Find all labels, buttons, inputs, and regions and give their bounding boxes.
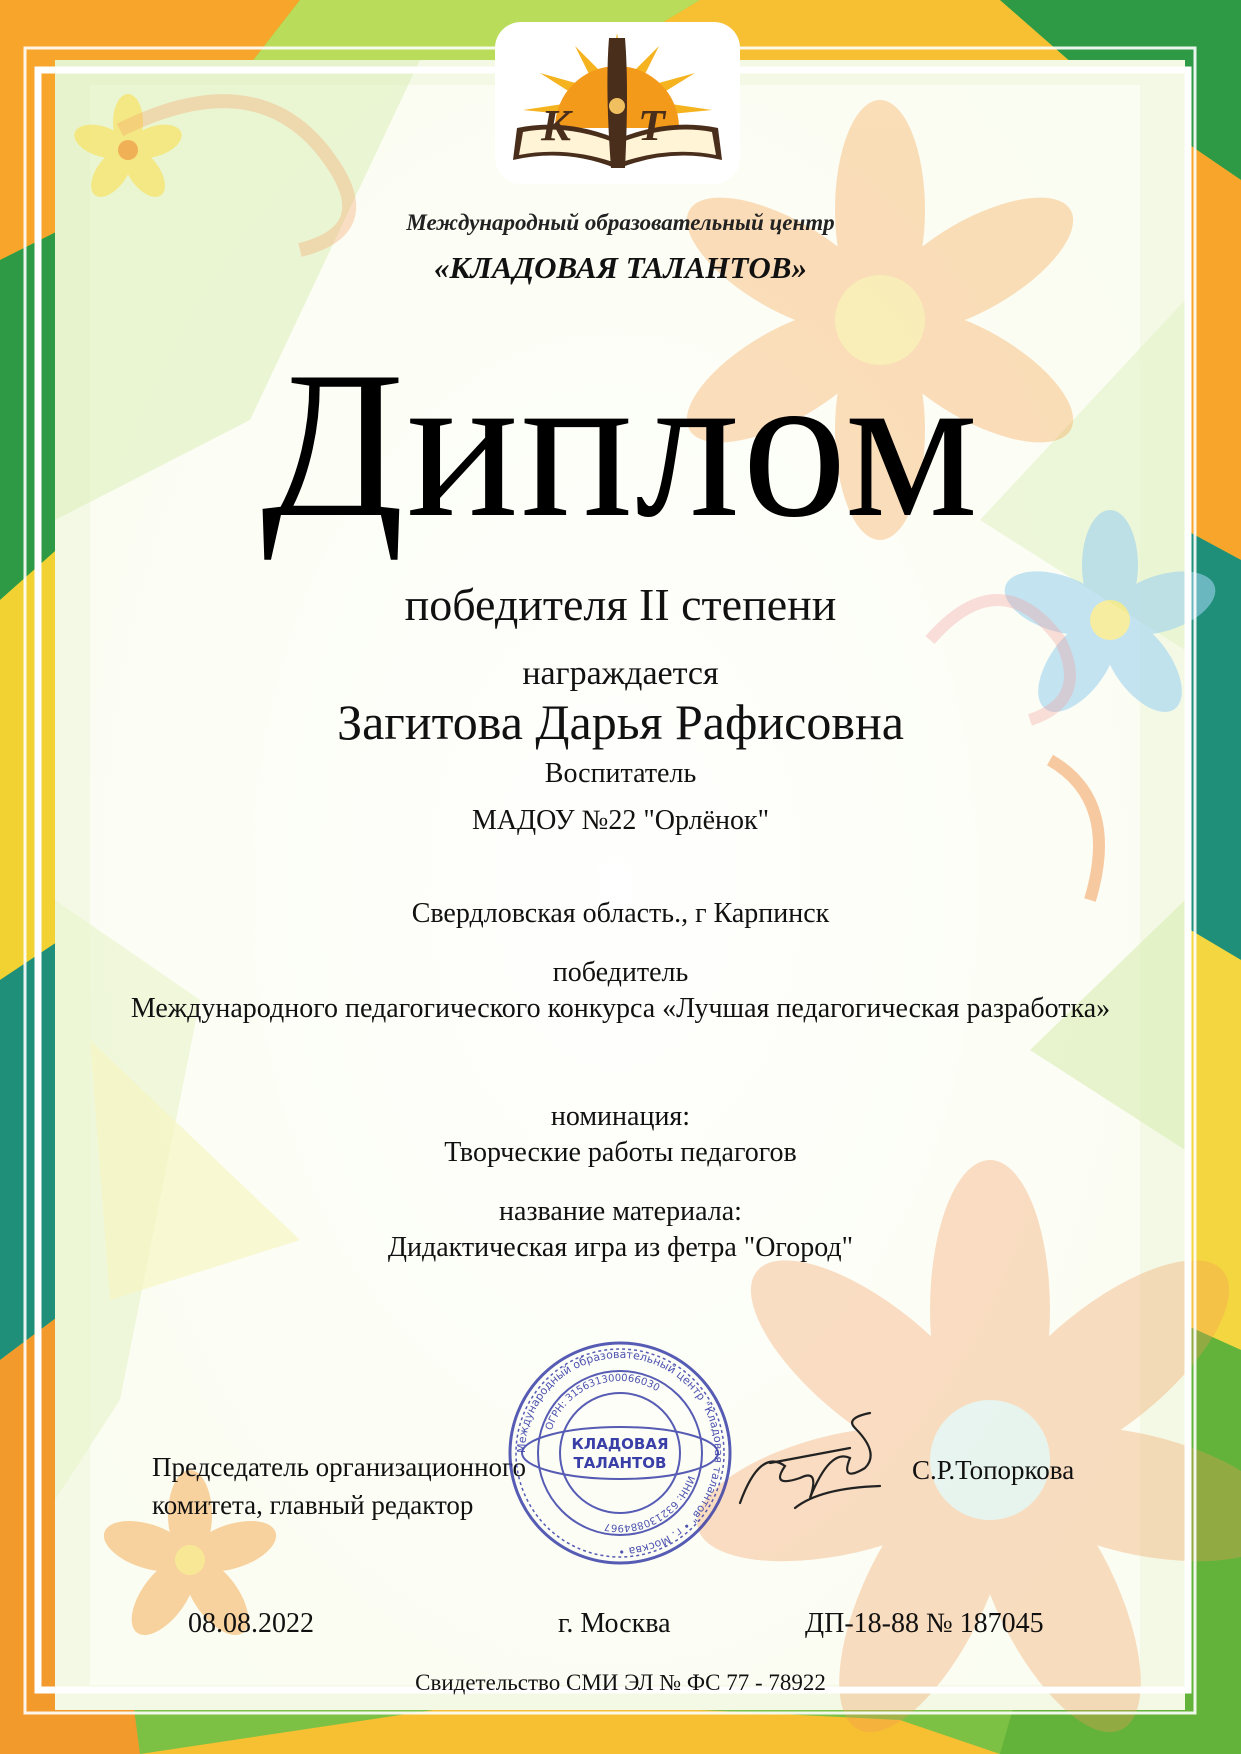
- stamp-center-line2: ТАЛАНТОВ: [573, 1454, 667, 1472]
- org-name: «КЛАДОВАЯ ТАЛАНТОВ»: [434, 250, 807, 285]
- recipient-organization: МАДОУ №22 "Орлёнок": [471, 805, 770, 836]
- recipient-region: Свердловская область., г Карпинск: [411, 898, 830, 929]
- issue-date: 08.08.2022: [188, 1608, 314, 1639]
- handwritten-signature: [730, 1408, 890, 1528]
- stamp-ogrn: ОГРН: 315631300066030: [543, 1372, 662, 1432]
- awarded-label: награждается: [522, 655, 719, 692]
- winner-label: победитель: [552, 957, 689, 988]
- signer-name: С.Р.Топоркова: [912, 1455, 1075, 1485]
- contest-name: Международного педагогического конкурса «Лучшая педагогическая разработка»: [130, 993, 1111, 1024]
- kladovaya-talantov-logo: [505, 28, 730, 178]
- issue-city: г. Москва: [558, 1608, 671, 1639]
- logo-letters: К Т: [541, 101, 693, 150]
- media-license: Свидетельство СМИ ЭЛ № ФС 77 - 78922: [415, 1670, 826, 1695]
- stamp-inn: ИНН: 632130884967: [603, 1474, 697, 1534]
- org-description: Международный образовательный центр: [406, 210, 835, 235]
- nomination-value: Творческие работы педагогов: [444, 1137, 797, 1168]
- stamp-center-line1: КЛАДОВАЯ: [571, 1435, 669, 1453]
- recipient-position: Воспитатель: [544, 758, 697, 789]
- official-stamp: [505, 1338, 735, 1568]
- document-number: ДП-18-88 № 187045: [805, 1608, 1044, 1639]
- material-label: название материала:: [499, 1196, 742, 1227]
- material-title: Дидактическая игра из фетра "Огород": [387, 1232, 854, 1263]
- stamp-ring-text: Международный образовательный центр "Кладовая талантов" • г. Москва •: [514, 1347, 726, 1559]
- nomination-label: номинация:: [550, 1101, 691, 1132]
- chair-title-line2: комитета, главный редактор: [152, 1490, 474, 1520]
- diploma-degree: победителя II степени: [404, 579, 837, 630]
- diploma-title: Диплом: [261, 329, 980, 561]
- chair-title-line1: Председатель организационного: [152, 1452, 526, 1482]
- recipient-name: Загитова Дарья Рафисовна: [337, 694, 904, 750]
